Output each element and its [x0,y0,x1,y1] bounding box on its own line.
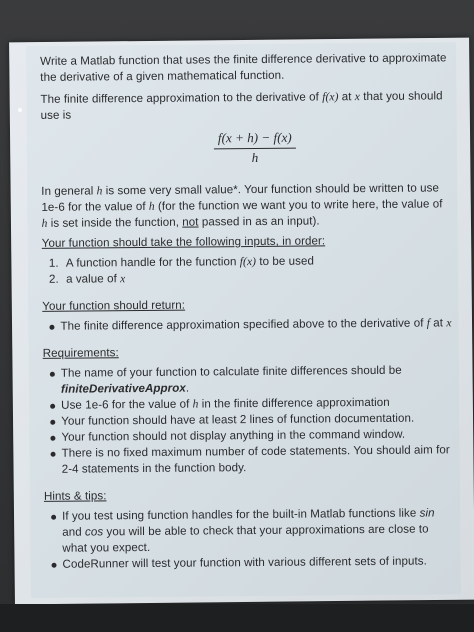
approx-text-2: that you should use is [40,89,443,122]
requirement-item-4: Your function should not display anything in the command window. [51,426,453,446]
hint-1-cos: cos [84,525,104,539]
general-h-3: h [41,216,48,230]
requirement-item-3: Your function should have at least 2 lines of function documentation. [51,410,453,430]
input-1-text: A function handle for the function [65,255,240,270]
requirements-heading: Requirements: [42,346,119,360]
return-at: at [429,316,447,330]
general-text-5: passed in as an input). [198,214,320,229]
req-2-text: Use 1e-6 for the value of [61,397,193,412]
hint-item-2: CodeRunner will test your function with various different sets of inputs. [52,553,454,573]
input-2-math: x [120,272,126,286]
inputs-heading: Your function should take the following inputs, in order: [41,234,326,250]
hints-list [44,505,455,573]
returns-heading: Your function should return: [42,298,186,313]
hint-1-text-a: If you test using function handles for the built-in Matlab functions like [62,506,420,523]
general-text-4: is set inside the function, [47,215,183,230]
hint-1-and: and [62,525,86,539]
input-1-math: f(x) [239,255,257,269]
requirement-item-5: There is no fixed maximum number of code statements. You should aim for 2-4 statements in the function body. [51,442,453,478]
general-not: not [182,215,199,229]
question-text [40,50,455,573]
approx-x: x [354,90,361,104]
return-f: f [426,316,431,330]
general-text-1: In general [41,184,97,198]
approx-text-1: The finite difference approximation to the derivative of [40,90,323,106]
formula-denominator: h [251,149,259,166]
inputs-list [42,252,452,288]
req-1-text: The name of your function to calculate finite differences should be [60,363,402,380]
question-card [26,42,461,598]
approx-paragraph [40,88,450,124]
return-text: The finite difference approximation specified above to the derivative of [60,316,427,333]
req-2-end: in the finite difference approximation [198,395,390,411]
hint-item-1 [52,505,454,557]
input-1-end: to be used [255,254,315,269]
dark-bottom-edge [0,604,474,632]
intro-paragraph: Write a Matlab function that uses the finite difference derivative to approximate the derivative of a given mathematical function. [40,51,447,84]
general-text-3: (for the function we want you to write here, the value of [154,197,443,213]
formula-numerator: f(x + h) − f(x) [214,130,296,150]
general-text-2: is some very small value*. Your function should be written to use 1e-6 for the value of [41,181,439,214]
glare-dot [18,108,22,112]
input-2-text: a value of [65,272,121,286]
hint-1-sin: sin [419,506,435,520]
general-paragraph [41,180,451,232]
return-x: x [446,316,452,330]
req-1-end: . [185,381,190,395]
req-2-h: h [192,397,199,411]
hints-heading: Hints & tips: [43,489,107,503]
general-h-2: h [148,199,155,213]
hint-1-text-b: you will be able to check that your approximations are close to what you expect. [62,522,429,555]
requirements-list [43,362,454,478]
finite-difference-formula [195,129,315,166]
approx-fx: f(x) [322,90,339,104]
requirement-item-1 [51,362,453,398]
approx-at: at [338,90,355,104]
general-h-1: h [96,184,103,198]
req-1-function-name: finiteDerivativeApprox [60,381,186,396]
